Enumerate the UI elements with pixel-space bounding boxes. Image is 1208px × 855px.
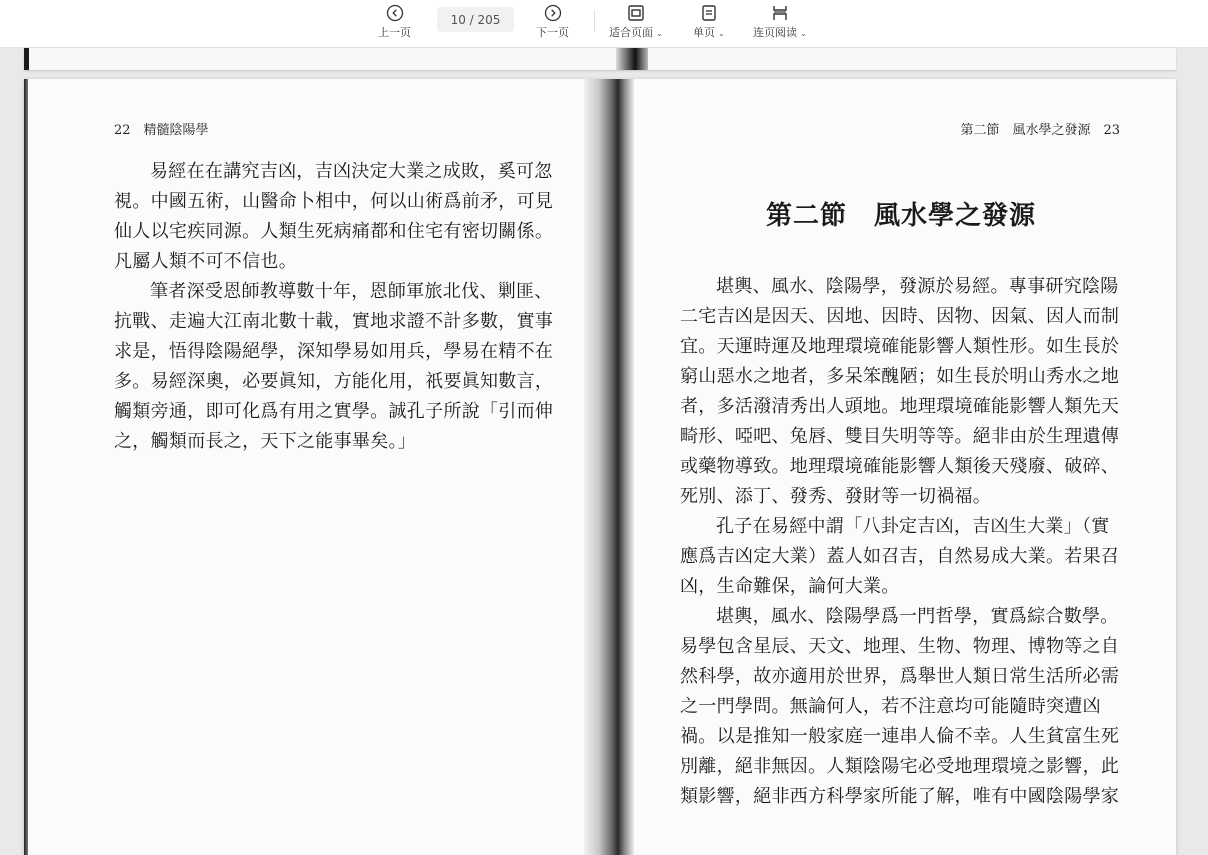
- left-running-head: 22 精髓陰陽學: [114, 123, 209, 138]
- page-edge-shadow: [24, 79, 28, 855]
- page-edge-shadow: [24, 48, 29, 70]
- paragraph: 堪輿，風水、陰陽學爲一門哲學，實爲綜合數學。易學包含星辰、天文、地理、生物、物理、博物等之自然科學，故亦適用於世界，爲舉世人類日常生活所必需之一門學問。無論何人，若不注意均可能隨時突遭凶禍。以是推知一般家庭一連串人倫不幸。人生貧富生死別離，絕非無因。人類陰陽宅必受地理環境之影響，此類影響，絕非西方科學家所能了解，唯有中國陰陽學家: [680, 606, 1120, 807]
- paragraph: 孔子在易經中謂「八卦定吉凶，吉凶生大業」（實應爲吉凶定大業）蓋人如召吉，自然易成大業。若果召凶，生命難保，論何大業。: [680, 516, 1120, 597]
- prev-page-button[interactable]: [378, 3, 411, 40]
- paragraph: 易經在在講究吉凶，吉凶決定大業之成敗，奚可忽視。中國五術，山醫命卜相中，何以山術爲前矛，可見仙人以宅疾同源。人類生死病痛都和住宅有密切關係。凡屬人類不可不信也。: [114, 161, 554, 272]
- next-page-label: 下一页: [536, 26, 569, 39]
- single-page-label: 单页: [693, 26, 715, 39]
- page-indicator[interactable]: 10 / 205: [437, 7, 514, 32]
- single-page-dropdown[interactable]: [693, 3, 725, 40]
- continuous-reading-dropdown[interactable]: [753, 3, 807, 40]
- paragraph: 堪輿、風水、陰陽學，發源於易經。專事研究陰陽二宅吉凶是因天、因地、因時、因物、因氣、因人而制宜。天運時運及地理環境確能影響人類性形。如生長於窮山惡水之地者，多呆笨醜陋；如生長於明山秀水之地者，多活潑清秀出人頭地。地理環境確能影響人類先天畸形、啞吧、兔唇、雙目失明等等。絕非由於生理遺傳或藥物導致。地理環境確能影響人類後天殘廢、破碎、死別、添丁、發秀、發財等一切禍福。: [680, 276, 1120, 507]
- section-title: 第二節 風水學之發源: [765, 201, 1036, 231]
- chevron-down-icon: ⌄: [718, 29, 725, 38]
- paragraph: 筆者深受恩師教導數十年，恩師軍旅北伐、剿匪、抗戰、走遍大江南北數十載，實地求證不計多數，實事求是，悟得陰陽絕學，深知學易如用兵，學易在精不在多。易經深奧，必要眞知，方能化用，祇要眞知數言，觸類旁通，即可化爲有用之實學。誠孔子所說「引而伸之，觸類而長之，天下之能事畢矣。」: [114, 281, 554, 452]
- prev-page-label: 上一页: [378, 26, 411, 39]
- chevron-down-icon: ⌄: [656, 29, 663, 38]
- toolbar-divider: [594, 10, 595, 32]
- next-page-button[interactable]: [536, 3, 569, 40]
- book-gutter: [584, 79, 634, 855]
- fit-page-dropdown[interactable]: [609, 3, 663, 40]
- single-page-icon: [700, 3, 718, 23]
- fit-page-icon: [627, 3, 645, 23]
- chevron-down-icon: ⌄: [800, 29, 807, 38]
- viewer-toolbar: [0, 0, 1208, 48]
- previous-page-edge: [24, 48, 1176, 70]
- fit-page-label: 适合页面: [609, 26, 653, 39]
- right-page-body: [680, 272, 1122, 812]
- continuous-reading-label: 连页阅读: [753, 26, 797, 39]
- right-running-head: 第二節 風水學之發源 23: [960, 123, 1120, 138]
- chevron-left-circle-icon: [386, 3, 404, 23]
- book-gutter: [616, 48, 648, 70]
- left-page-body: [114, 157, 559, 457]
- continuous-pages-icon: [771, 3, 789, 23]
- page-spread: [24, 79, 1176, 855]
- chevron-right-circle-icon: [544, 3, 562, 23]
